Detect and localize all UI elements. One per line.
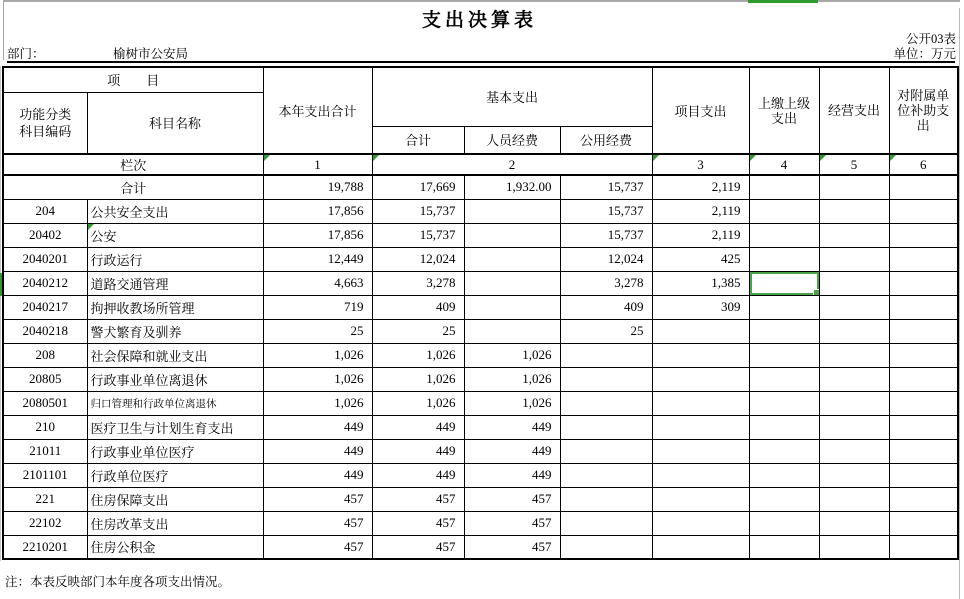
value-cell[interactable]: 15,737	[560, 175, 652, 199]
empty-cell[interactable]	[889, 487, 958, 511]
col-num-1[interactable]: 1	[263, 154, 372, 175]
empty-cell[interactable]	[889, 367, 958, 391]
empty-cell[interactable]	[889, 463, 958, 487]
value-cell[interactable]: 457	[372, 487, 464, 511]
value-cell[interactable]: 3,278	[560, 271, 652, 295]
value-cell[interactable]: 449	[263, 463, 372, 487]
code-cell[interactable]: 221	[3, 487, 87, 511]
table-row	[3, 535, 958, 559]
empty-cell[interactable]	[819, 367, 889, 391]
empty-cell[interactable]	[560, 391, 652, 415]
empty-cell[interactable]	[889, 199, 958, 223]
header-project[interactable]: 项 目	[3, 67, 263, 92]
unit-label: 单位：万元	[893, 47, 956, 61]
empty-cell[interactable]	[889, 415, 958, 439]
empty-cell[interactable]	[464, 223, 560, 247]
empty-cell[interactable]	[819, 487, 889, 511]
table-row	[3, 223, 958, 247]
code-cell[interactable]: 2210201	[3, 535, 87, 559]
header-basic-total[interactable]: 合计	[372, 126, 464, 154]
name-cell[interactable]: 公共安全支出	[87, 199, 263, 223]
code-cell[interactable]: 210	[3, 415, 87, 439]
name-cell[interactable]: 住房改革支出	[87, 511, 263, 535]
code-cell[interactable]: 22102	[3, 511, 87, 535]
empty-cell[interactable]	[560, 343, 652, 367]
empty-cell[interactable]	[889, 223, 958, 247]
empty-cell[interactable]	[889, 271, 958, 295]
header-code[interactable]: 功能分类科目编码	[3, 92, 87, 154]
selected-column-indicator	[748, 0, 818, 3]
code-cell[interactable]: 2040201	[3, 247, 87, 271]
value-cell[interactable]: 449	[464, 415, 560, 439]
table-row	[3, 199, 958, 223]
table-row	[3, 511, 958, 535]
value-cell[interactable]: 449	[263, 439, 372, 463]
value-cell[interactable]: 449	[372, 415, 464, 439]
value-cell[interactable]: 17,856	[263, 223, 372, 247]
empty-cell[interactable]	[560, 463, 652, 487]
value-cell[interactable]: 12,024	[560, 247, 652, 271]
value-cell[interactable]: 719	[263, 295, 372, 319]
value-cell[interactable]: 457	[464, 535, 560, 559]
value-cell[interactable]: 1,026	[263, 367, 372, 391]
name-cell[interactable]: 社会保障和就业支出	[87, 343, 263, 367]
empty-cell[interactable]	[819, 343, 889, 367]
empty-cell[interactable]	[889, 295, 958, 319]
dept-value[interactable]: 榆树市公安局	[113, 47, 189, 61]
empty-cell[interactable]	[464, 199, 560, 223]
name-cell[interactable]: 行政运行	[87, 247, 263, 271]
empty-cell[interactable]	[749, 535, 819, 559]
table-row	[3, 295, 958, 319]
lanci-label[interactable]: 栏次	[3, 154, 263, 175]
empty-cell[interactable]	[889, 535, 958, 559]
empty-cell[interactable]	[819, 271, 889, 295]
empty-cell[interactable]	[652, 391, 749, 415]
code-cell[interactable]: 2101101	[3, 463, 87, 487]
value-cell[interactable]: 449	[372, 439, 464, 463]
code-cell[interactable]: 20402	[3, 223, 87, 247]
empty-cell[interactable]	[652, 439, 749, 463]
value-cell[interactable]: 15,737	[560, 223, 652, 247]
empty-cell[interactable]	[819, 295, 889, 319]
value-cell[interactable]: 457	[464, 487, 560, 511]
empty-cell[interactable]	[560, 511, 652, 535]
value-cell[interactable]: 457	[464, 511, 560, 535]
value-cell[interactable]: 1,026	[263, 391, 372, 415]
col-num-3[interactable]: 3	[652, 154, 749, 175]
empty-cell[interactable]	[749, 247, 819, 271]
name-cell[interactable]: 公安	[87, 223, 263, 247]
value-cell[interactable]: 449	[464, 463, 560, 487]
empty-cell[interactable]	[464, 295, 560, 319]
table-row	[3, 247, 958, 271]
col-num-6[interactable]: 6	[889, 154, 958, 175]
empty-cell[interactable]	[749, 175, 819, 199]
table-row	[3, 319, 958, 343]
code-cell[interactable]: 21011	[3, 439, 87, 463]
value-cell[interactable]: 1,026	[372, 391, 464, 415]
table-row	[3, 343, 958, 367]
header-annual-total[interactable]: 本年支出合计	[263, 67, 372, 154]
value-cell[interactable]: 12,449	[263, 247, 372, 271]
empty-cell[interactable]	[749, 199, 819, 223]
empty-cell[interactable]	[652, 319, 749, 343]
value-cell[interactable]: 25	[263, 319, 372, 343]
selected-cell[interactable]	[749, 271, 819, 295]
name-cell[interactable]: 拘押收教场所管理	[87, 295, 263, 319]
value-cell[interactable]: 19,788	[263, 175, 372, 199]
empty-cell[interactable]	[819, 247, 889, 271]
value-cell[interactable]: 15,737	[372, 199, 464, 223]
code-cell[interactable]: 2040218	[3, 319, 87, 343]
value-cell[interactable]: 1,026	[372, 343, 464, 367]
name-cell[interactable]: 行政事业单位医疗	[87, 439, 263, 463]
empty-cell[interactable]	[819, 415, 889, 439]
header-personnel[interactable]: 人员经费	[464, 126, 560, 154]
value-cell[interactable]: 1,385	[652, 271, 749, 295]
value-cell[interactable]: 2,119	[652, 175, 749, 199]
empty-cell[interactable]	[749, 319, 819, 343]
empty-cell[interactable]	[560, 487, 652, 511]
value-cell[interactable]: 1,026	[263, 343, 372, 367]
code-cell[interactable]: 2080501	[3, 391, 87, 415]
name-cell[interactable]: 行政单位医疗	[87, 463, 263, 487]
empty-cell[interactable]	[819, 439, 889, 463]
empty-cell[interactable]	[819, 319, 889, 343]
empty-cell[interactable]	[652, 415, 749, 439]
code-cell[interactable]: 208	[3, 343, 87, 367]
empty-cell[interactable]	[464, 271, 560, 295]
table-row	[3, 391, 958, 415]
empty-cell[interactable]	[652, 487, 749, 511]
value-cell[interactable]: 425	[652, 247, 749, 271]
empty-cell[interactable]	[749, 415, 819, 439]
empty-cell[interactable]	[819, 511, 889, 535]
empty-cell[interactable]	[819, 199, 889, 223]
value-cell[interactable]: 1,026	[464, 391, 560, 415]
table-row	[3, 175, 958, 199]
empty-cell[interactable]	[889, 439, 958, 463]
table-row	[3, 439, 958, 463]
empty-cell[interactable]	[889, 343, 958, 367]
value-cell[interactable]: 17,669	[372, 175, 464, 199]
dept-label: 部门：	[7, 47, 45, 61]
empty-cell[interactable]	[889, 175, 958, 199]
name-cell[interactable]: 道路交通管理	[87, 271, 263, 295]
header-upper[interactable]: 上缴上级支出	[749, 67, 819, 154]
empty-cell[interactable]	[652, 343, 749, 367]
table-row	[3, 415, 958, 439]
value-cell[interactable]: 457	[263, 535, 372, 559]
value-cell[interactable]: 17,856	[263, 199, 372, 223]
col-num-2[interactable]: 2	[372, 154, 652, 175]
header-subsidy[interactable]: 对附属单位补助支出	[889, 67, 958, 154]
value-cell[interactable]: 449	[372, 463, 464, 487]
empty-cell[interactable]	[749, 463, 819, 487]
header-operating[interactable]: 经营支出	[819, 67, 889, 154]
empty-cell[interactable]	[560, 415, 652, 439]
value-cell[interactable]: 1,026	[464, 367, 560, 391]
header-project-exp[interactable]: 项目支出	[652, 67, 749, 154]
value-cell[interactable]: 15,737	[372, 223, 464, 247]
empty-cell[interactable]	[749, 295, 819, 319]
table-row	[3, 463, 958, 487]
pane-right-edge	[959, 8, 960, 599]
empty-cell[interactable]	[560, 367, 652, 391]
name-cell[interactable]: 行政事业单位离退休	[87, 367, 263, 391]
header-public-fee[interactable]: 公用经费	[560, 126, 652, 154]
name-cell[interactable]: 医疗卫生与计划生育支出	[87, 415, 263, 439]
fill-handle[interactable]	[813, 289, 820, 296]
name-cell[interactable]: 警犬繁育及驯养	[87, 319, 263, 343]
empty-cell[interactable]	[819, 463, 889, 487]
name-cell[interactable]: 归口管理和行政单位离退休	[87, 391, 263, 415]
empty-cell[interactable]	[749, 223, 819, 247]
value-cell[interactable]: 449	[464, 439, 560, 463]
value-cell[interactable]: 1,932.00	[464, 175, 560, 199]
value-cell[interactable]: 25	[560, 319, 652, 343]
empty-cell[interactable]	[749, 343, 819, 367]
empty-cell[interactable]	[652, 463, 749, 487]
value-cell[interactable]: 309	[652, 295, 749, 319]
code-cell[interactable]: 2040212	[3, 271, 87, 295]
value-cell[interactable]: 449	[263, 415, 372, 439]
footnote: 注：本表反映部门本年度各项支出情况。	[5, 575, 231, 589]
col-num-4[interactable]: 4	[749, 154, 819, 175]
empty-cell[interactable]	[889, 391, 958, 415]
empty-cell[interactable]	[819, 223, 889, 247]
row-label-cell[interactable]: 合计	[3, 175, 263, 199]
form-code-label: 公开03表	[905, 32, 956, 46]
dept-underline	[7, 61, 955, 63]
value-cell[interactable]: 409	[372, 295, 464, 319]
empty-cell[interactable]	[819, 535, 889, 559]
value-cell[interactable]: 2,119	[652, 223, 749, 247]
value-cell[interactable]: 12,024	[372, 247, 464, 271]
col-num-5[interactable]: 5	[819, 154, 889, 175]
empty-cell[interactable]	[749, 391, 819, 415]
empty-cell[interactable]	[652, 511, 749, 535]
table-row	[3, 271, 958, 295]
name-cell[interactable]: 住房保障支出	[87, 487, 263, 511]
value-cell[interactable]: 3,278	[372, 271, 464, 295]
value-cell[interactable]: 1,026	[464, 343, 560, 367]
value-cell[interactable]: 2,119	[652, 199, 749, 223]
empty-cell[interactable]	[819, 175, 889, 199]
empty-cell[interactable]	[889, 247, 958, 271]
value-cell[interactable]: 457	[263, 511, 372, 535]
header-name[interactable]: 科目名称	[87, 92, 263, 154]
empty-cell[interactable]	[819, 391, 889, 415]
value-cell[interactable]: 409	[560, 295, 652, 319]
expenditure-table	[2, 66, 959, 560]
empty-cell[interactable]	[749, 439, 819, 463]
code-cell[interactable]: 20805	[3, 367, 87, 391]
empty-cell[interactable]	[652, 535, 749, 559]
empty-cell[interactable]	[749, 487, 819, 511]
value-cell[interactable]: 457	[372, 511, 464, 535]
table-row	[3, 367, 958, 391]
value-cell[interactable]: 457	[372, 535, 464, 559]
empty-cell[interactable]	[560, 439, 652, 463]
code-cell[interactable]: 2040217	[3, 295, 87, 319]
empty-cell[interactable]	[749, 511, 819, 535]
empty-cell[interactable]	[560, 535, 652, 559]
empty-cell[interactable]	[652, 367, 749, 391]
empty-cell[interactable]	[464, 247, 560, 271]
empty-cell[interactable]	[889, 511, 958, 535]
table-row	[3, 487, 958, 511]
sheet-title: 支出决算表	[421, 10, 537, 31]
empty-cell[interactable]	[889, 319, 958, 343]
value-cell[interactable]: 15,737	[560, 199, 652, 223]
value-cell[interactable]: 4,663	[263, 271, 372, 295]
row-header-edge	[0, 66, 1, 561]
empty-cell[interactable]	[749, 367, 819, 391]
header-basic[interactable]: 基本支出	[372, 67, 652, 126]
value-cell[interactable]: 25	[372, 319, 464, 343]
empty-cell[interactable]	[464, 319, 560, 343]
value-cell[interactable]: 1,026	[372, 367, 464, 391]
code-cell[interactable]: 204	[3, 199, 87, 223]
name-cell[interactable]: 住房公积金	[87, 535, 263, 559]
value-cell[interactable]: 457	[263, 487, 372, 511]
